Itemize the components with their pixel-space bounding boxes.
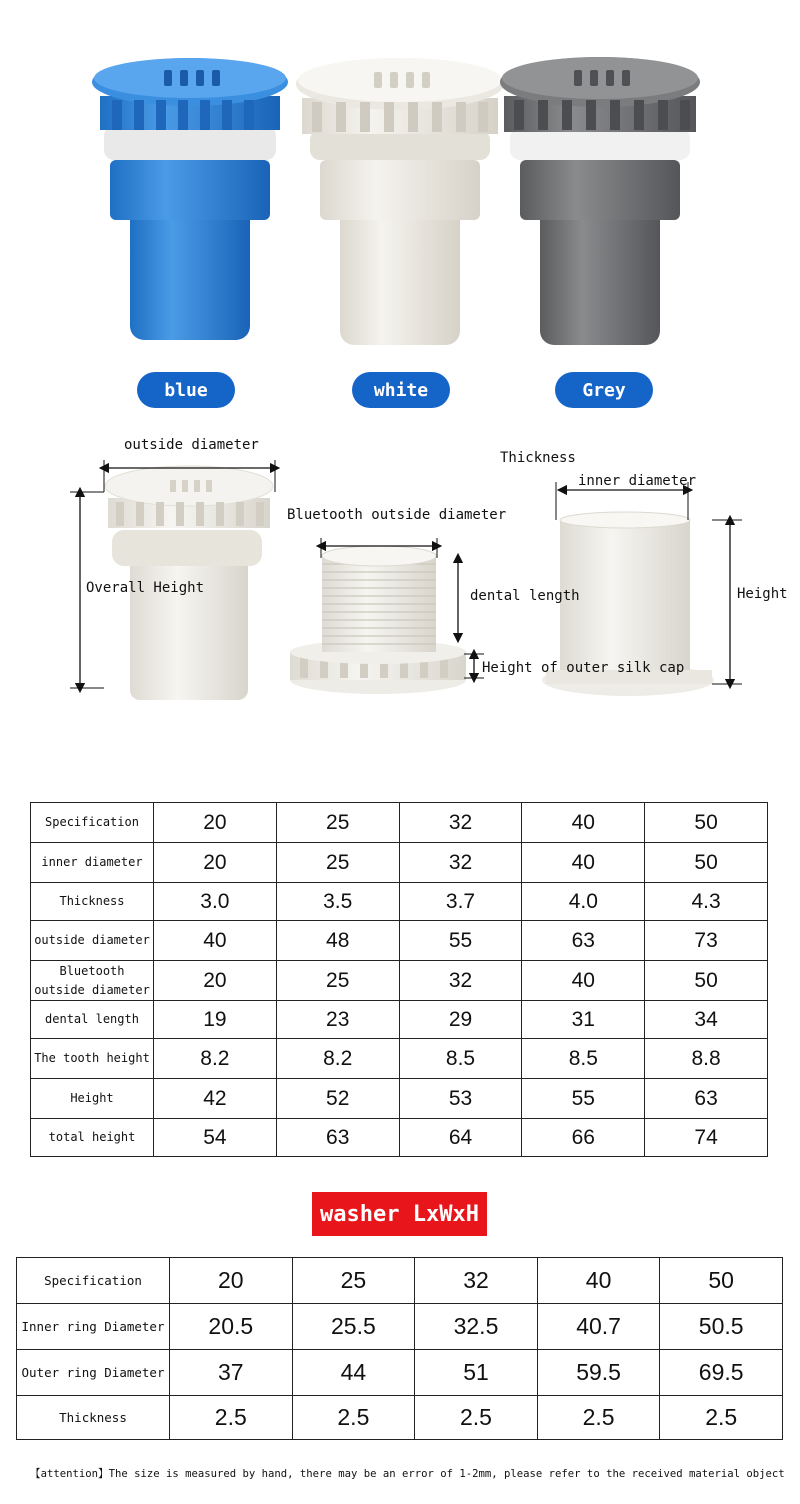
table-cell: 34 <box>645 1001 768 1039</box>
color-option-blue[interactable]: blue <box>137 372 235 408</box>
row-label: The tooth height <box>31 1039 154 1079</box>
table-cell: 50 <box>645 803 768 843</box>
table-cell: 40 <box>522 803 645 843</box>
table-cell: 50 <box>660 1258 783 1304</box>
table-cell: 3.0 <box>154 883 277 921</box>
table-cell: 40.7 <box>537 1304 660 1350</box>
table-row <box>31 1039 768 1079</box>
table-cell: 8.5 <box>522 1039 645 1079</box>
table-cell: 32 <box>399 961 522 1001</box>
row-label: inner diameter <box>31 843 154 883</box>
table-cell: 4.0 <box>522 883 645 921</box>
table-cell: 54 <box>154 1119 277 1157</box>
table-cell: 52 <box>276 1079 399 1119</box>
row-label: Height <box>31 1079 154 1119</box>
color-option-white[interactable]: white <box>352 372 450 408</box>
table-cell: 25 <box>276 843 399 883</box>
table-cell: 32 <box>399 803 522 843</box>
table-cell: 23 <box>276 1001 399 1039</box>
table-cell: 50 <box>645 843 768 883</box>
table-cell: 20 <box>154 843 277 883</box>
table-cell: 63 <box>276 1119 399 1157</box>
table-cell: 25.5 <box>292 1304 415 1350</box>
table-row <box>31 921 768 961</box>
row-label-line: Bluetooth <box>59 963 125 978</box>
table-cell: 20 <box>154 803 277 843</box>
row-label: Specification <box>31 803 154 843</box>
label-outside-diameter: outside diameter <box>124 437 259 453</box>
blue-fitting-image <box>92 58 288 340</box>
table-cell: 29 <box>399 1001 522 1039</box>
table-cell: 2.5 <box>415 1396 538 1440</box>
table-row <box>17 1396 783 1440</box>
table-cell: 63 <box>522 921 645 961</box>
row-label: total height <box>31 1119 154 1157</box>
table-row <box>17 1258 783 1304</box>
label-dental-length: dental length <box>470 588 580 604</box>
table-cell: 31 <box>522 1001 645 1039</box>
table-cell: 25 <box>276 803 399 843</box>
table-cell: 42 <box>154 1079 277 1119</box>
label-height-outer-silk-cap: Height of outer silk cap <box>482 660 685 676</box>
table-cell: 37 <box>170 1350 293 1396</box>
table-row <box>31 843 768 883</box>
table-cell: 4.3 <box>645 883 768 921</box>
row-label <box>31 961 154 1001</box>
table-cell: 40 <box>522 961 645 1001</box>
table-cell: 32 <box>415 1258 538 1304</box>
table-row <box>31 1079 768 1119</box>
product-photos <box>0 0 800 360</box>
row-label: Inner ring Diameter <box>17 1304 170 1350</box>
row-label-line: outside diameter <box>34 982 150 997</box>
label-bluetooth-outside-diameter: Bluetooth outside diameter <box>287 507 507 523</box>
table-cell: 32 <box>399 843 522 883</box>
table-cell: 2.5 <box>660 1396 783 1440</box>
table-cell: 44 <box>292 1350 415 1396</box>
row-label: dental length <box>31 1001 154 1039</box>
row-label: Thickness <box>31 883 154 921</box>
table-cell: 40 <box>537 1258 660 1304</box>
table-cell: 64 <box>399 1119 522 1157</box>
row-label: Outer ring Diameter <box>17 1350 170 1396</box>
specification-table <box>30 802 768 1157</box>
table-cell: 2.5 <box>537 1396 660 1440</box>
table-row <box>31 803 768 843</box>
table-row <box>31 961 768 1001</box>
attention-note: 【attention】The size is measured by hand, there may be an error of 1-2mm, please refer to the received material object <box>30 1468 785 1480</box>
grey-fitting-image <box>500 57 700 345</box>
table-cell: 50 <box>645 961 768 1001</box>
table-cell: 59.5 <box>537 1350 660 1396</box>
table-cell: 48 <box>276 921 399 961</box>
table-cell: 50.5 <box>660 1304 783 1350</box>
table-row <box>31 1119 768 1157</box>
table-cell: 51 <box>415 1350 538 1396</box>
table-cell: 3.5 <box>276 883 399 921</box>
threaded-part-image <box>290 546 466 694</box>
table-cell: 20.5 <box>170 1304 293 1350</box>
color-option-grey[interactable]: Grey <box>555 372 653 408</box>
washer-table <box>16 1257 783 1440</box>
row-label: Thickness <box>17 1396 170 1440</box>
label-inner-diameter: inner diameter <box>578 473 697 489</box>
table-cell: 55 <box>399 921 522 961</box>
table-cell: 2.5 <box>170 1396 293 1440</box>
table-cell: 8.2 <box>154 1039 277 1079</box>
table-cell: 73 <box>645 921 768 961</box>
table-cell: 20 <box>154 961 277 1001</box>
row-label: Specification <box>17 1258 170 1304</box>
table-cell: 40 <box>522 843 645 883</box>
washer-title: washer LxWxH <box>312 1192 487 1236</box>
table-cell: 25 <box>292 1258 415 1304</box>
table-cell: 55 <box>522 1079 645 1119</box>
table-cell: 8.2 <box>276 1039 399 1079</box>
table-row <box>31 883 768 921</box>
table-row <box>17 1304 783 1350</box>
table-cell: 19 <box>154 1001 277 1039</box>
table-cell: 63 <box>645 1079 768 1119</box>
table-cell: 40 <box>154 921 277 961</box>
table-cell: 8.5 <box>399 1039 522 1079</box>
table-cell: 66 <box>522 1119 645 1157</box>
white-fitting-image <box>296 58 504 345</box>
table-cell: 69.5 <box>660 1350 783 1396</box>
table-cell: 53 <box>399 1079 522 1119</box>
table-cell: 20 <box>170 1258 293 1304</box>
table-row <box>31 1001 768 1039</box>
table-cell: 2.5 <box>292 1396 415 1440</box>
label-height: Height <box>737 586 788 602</box>
table-cell: 25 <box>276 961 399 1001</box>
table-cell: 8.8 <box>645 1039 768 1079</box>
label-overall-height: Overall Height <box>86 580 205 596</box>
table-cell: 74 <box>645 1119 768 1157</box>
row-label: outside diameter <box>31 921 154 961</box>
label-thickness: Thickness <box>500 450 576 466</box>
table-row <box>17 1350 783 1396</box>
table-cell: 3.7 <box>399 883 522 921</box>
table-cell: 32.5 <box>415 1304 538 1350</box>
